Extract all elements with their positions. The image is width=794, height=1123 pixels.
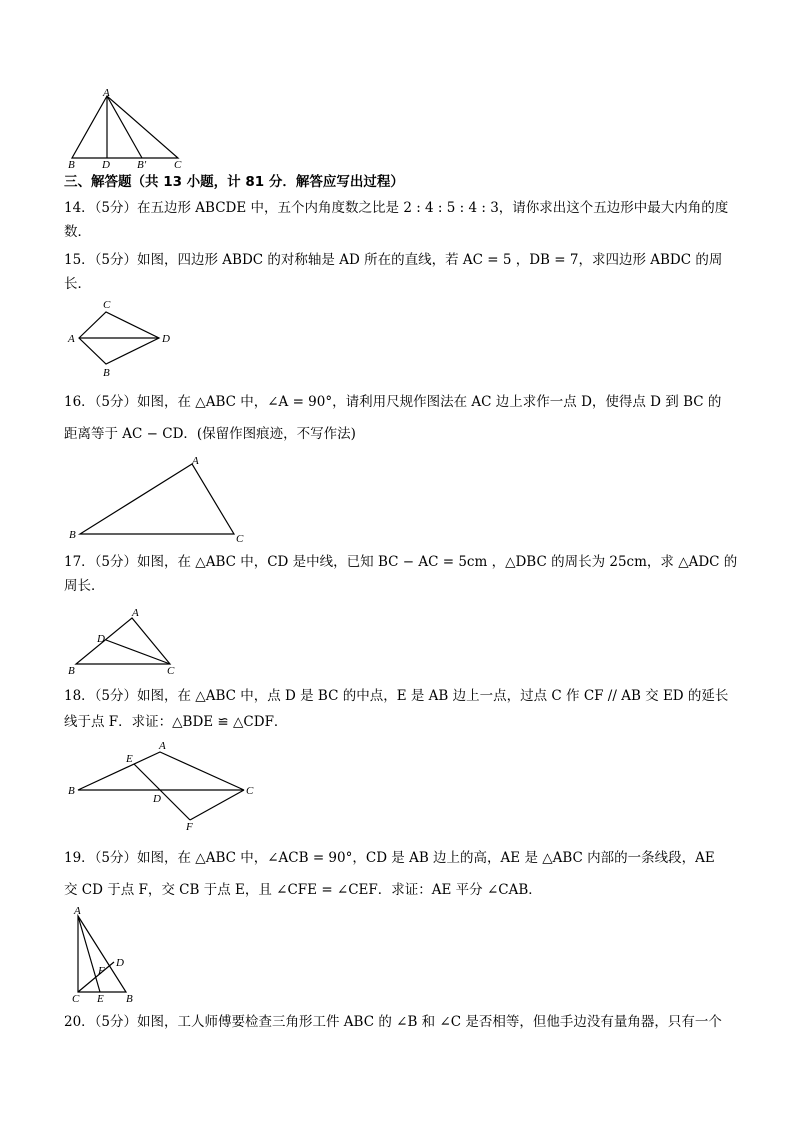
question-14-line-1: 14．（5分）在五边形 ABCDE 中，五个内角度数之比是 2 : 4 : 5 : 4 : 3，请你求出这个五边形中最大内角的度 xyxy=(64,200,729,216)
question-16-line-1: 16．（5分）如图，在 △ABC 中，∠A = 90°，请利用尺规作图法在 AC 边上求作一点 D，使得点 D 到 BC 的 xyxy=(64,394,722,410)
label-c: C xyxy=(246,785,254,797)
label-b: B xyxy=(126,993,133,1005)
label-e: E xyxy=(126,753,133,765)
question-15-line-1: 15．（5分）如图，四边形 ABDC 的对称轴是 AD 所在的直线，若 AC = 5 ，DB = 7，求四边形 ABDC 的周 xyxy=(64,252,723,268)
question-16-line-2: 距离等于 AC − CD．(保留作图痕迹，不写作法) xyxy=(64,426,356,442)
figure-q19 xyxy=(64,904,144,1004)
label-f: F xyxy=(98,965,105,977)
label-c: C xyxy=(236,533,244,545)
figure-q13 xyxy=(60,88,200,172)
label-d: D xyxy=(102,159,110,171)
label-a: A xyxy=(74,905,81,917)
label-a: A xyxy=(68,333,75,345)
section-title: 三、解答题（共 13 小题，计 81 分．解答应写出过程） xyxy=(64,174,404,190)
question-18-line-1: 18．（5分）如图，在 △ABC 中，点 D 是 BC 的中点，E 是 AB 边上一点，过点 C 作 CF // AB 交 ED 的延长 xyxy=(64,688,729,704)
label-d: D xyxy=(162,333,170,345)
label-c: C xyxy=(72,993,80,1005)
figure-q15 xyxy=(66,298,176,378)
question-18-line-2: 线于点 F．求证：△BDE ≌ △CDF． xyxy=(64,714,288,730)
figure-q18 xyxy=(64,738,264,832)
label-b: B xyxy=(69,529,76,541)
label-a: A xyxy=(132,607,139,619)
label-b: B xyxy=(103,367,110,379)
question-19-line-1: 19．（5分）如图，在 △ABC 中，∠ACB = 90°，CD 是 AB 边上的高，AE 是 △ABC 内部的一条线段，AE xyxy=(64,850,715,866)
figure-q16 xyxy=(64,452,254,544)
question-17-line-2: 周长． xyxy=(64,578,105,594)
label-d: D xyxy=(116,957,124,969)
label-c: C xyxy=(167,665,175,677)
label-b: B xyxy=(68,665,75,677)
label-b-prime: B′ xyxy=(137,159,147,171)
label-a: A xyxy=(192,455,199,467)
question-17-line-1: 17．（5分）如图，在 △ABC 中，CD 是中线，已知 BC − AC = 5cm ，△DBC 的周长为 25cm，求 △ADC 的 xyxy=(64,554,738,570)
label-a: A xyxy=(159,740,166,752)
label-f: F xyxy=(186,821,193,833)
figure-q17 xyxy=(64,604,194,684)
label-b: B xyxy=(68,159,75,171)
question-15-line-2: 长． xyxy=(64,276,91,292)
label-c: C xyxy=(174,159,182,171)
label-a: A xyxy=(103,87,110,99)
label-c: C xyxy=(103,299,111,311)
label-b: B xyxy=(68,785,75,797)
question-19-line-2: 交 CD 于点 F，交 CB 于点 E，且 ∠CFE = ∠CEF．求证：AE 平分 ∠CAB． xyxy=(64,882,542,898)
question-14-line-2: 数． xyxy=(64,224,91,240)
label-d: D xyxy=(97,633,105,645)
question-20-line-1: 20．（5分）如图，工人师傅要检查三角形工件 ABC 的 ∠B 和 ∠C 是否相等，但他手边没有量角器，只有一个 xyxy=(64,1014,722,1030)
label-e: E xyxy=(97,993,104,1005)
label-d: D xyxy=(153,793,161,805)
